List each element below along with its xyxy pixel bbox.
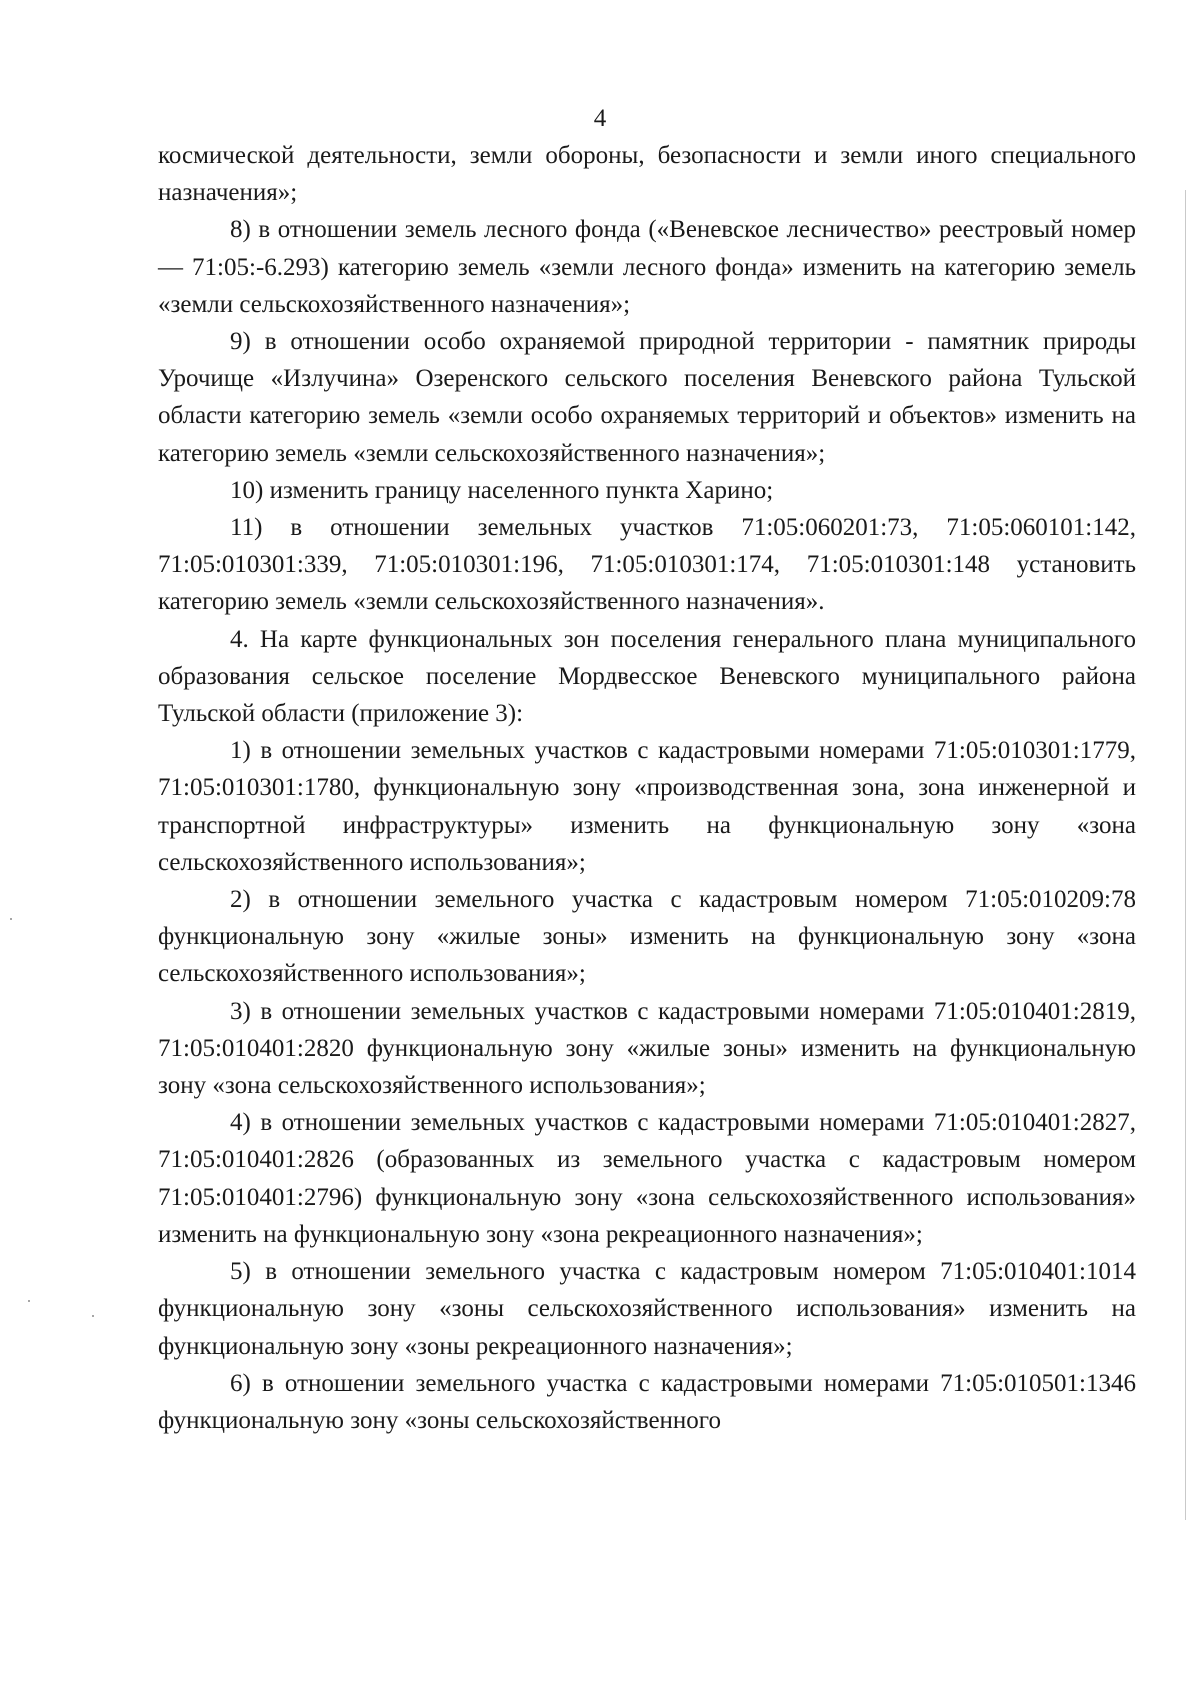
scan-speck [10,918,12,920]
scan-speck [28,1300,30,1302]
paragraph-subitem-5: 5) в отношении земельного участка с кадастровым номером 71:05:010401:1014 функциональную зону «зоны сельскохозяйственного использования» изменить на функциональную зону «зоны рекреационного назначения»; [158,1258,1136,1360]
paragraph-section-4: 4. На карте функциональных зон поселения генерального плана муниципального образования сельское поселение Мордвесское Веневского муниципального района Тульской области (приложение 3): [158,625,1136,728]
paragraph-subitem-1: 1) в отношении земельных участков с кадастровыми номерами 71:05:010301:1779, 71:05:010301:1780, функциональную зону «производственная зона, зона инженерной и транспортной инфраструктуры» изменить на функциональную зону «зона сельскохозяйственного использования»; [158,737,1136,876]
scan-edge-line [1185,190,1186,1520]
document-body [158,137,1136,1439]
paragraph-subitem-2: 2) в отношении земельного участка с кадастровым номером 71:05:010209:78 функциональную зону «жилые зоны» изменить на функциональную зону «зона сельскохозяйственного использования»; [158,886,1136,988]
paragraph-subitem-6: 6) в отношении земельного участка с кадастровыми номерами 71:05:010501:1346 функциональную зону «зоны сельскохозяйственного [158,1369,1136,1434]
paragraph-subitem-3: 3) в отношении земельных участков с кадастровыми номерами 71:05:010401:2819, 71:05:010401:2820 функциональную зону «жилые зоны» изменить на функциональную зону «зона сельскохозяйственного использования»; [158,997,1136,1100]
paragraph-item-10: 10) изменить границу населенного пункта Харино; [230,476,774,504]
paragraph-item-11: 11) в отношении земельных участков 71:05:060201:73, 71:05:060101:142, 71:05:010301:339, 71:05:010301:196, 71:05:010301:174, 71:05:010301:148 установить категорию земель «земли сельскохозяйственного назначения». [158,514,1136,616]
paragraph-item-8: 8) в отношении земель лесного фонда («Веневское лесничество» реестровый номер — 71:05:-6.293) категорию земель «земли лесного фонда» изменить на категорию земель «земли сельскохозяйственного назначения»; [158,216,1136,318]
paragraph-continuation: космической деятельности, земли обороны, безопасности и земли иного специального назначения»; [158,142,1136,207]
page-number: 4 [593,105,607,132]
scan-speck [92,1315,94,1317]
paragraph-subitem-4: 4) в отношении земельных участков с кадастровыми номерами 71:05:010401:2827, 71:05:010401:2826 (образованных из земельного участка с кадастровым номером 71:05:010401:2796) функциональную зону «зона сельскохозяйственного использования» изменить на функциональную зону «зона рекреационного назначения»; [158,1109,1136,1248]
paragraph-item-9: 9) в отношении особо охраняемой природной территории - памятник природы Урочище «Излучина» Озеренского сельского поселения Веневского района Тульской области категорию земель «земли особо охраняемых территорий и объектов» изменить на категорию земель «земли сельскохозяйственного назначения»; [158,328,1136,467]
